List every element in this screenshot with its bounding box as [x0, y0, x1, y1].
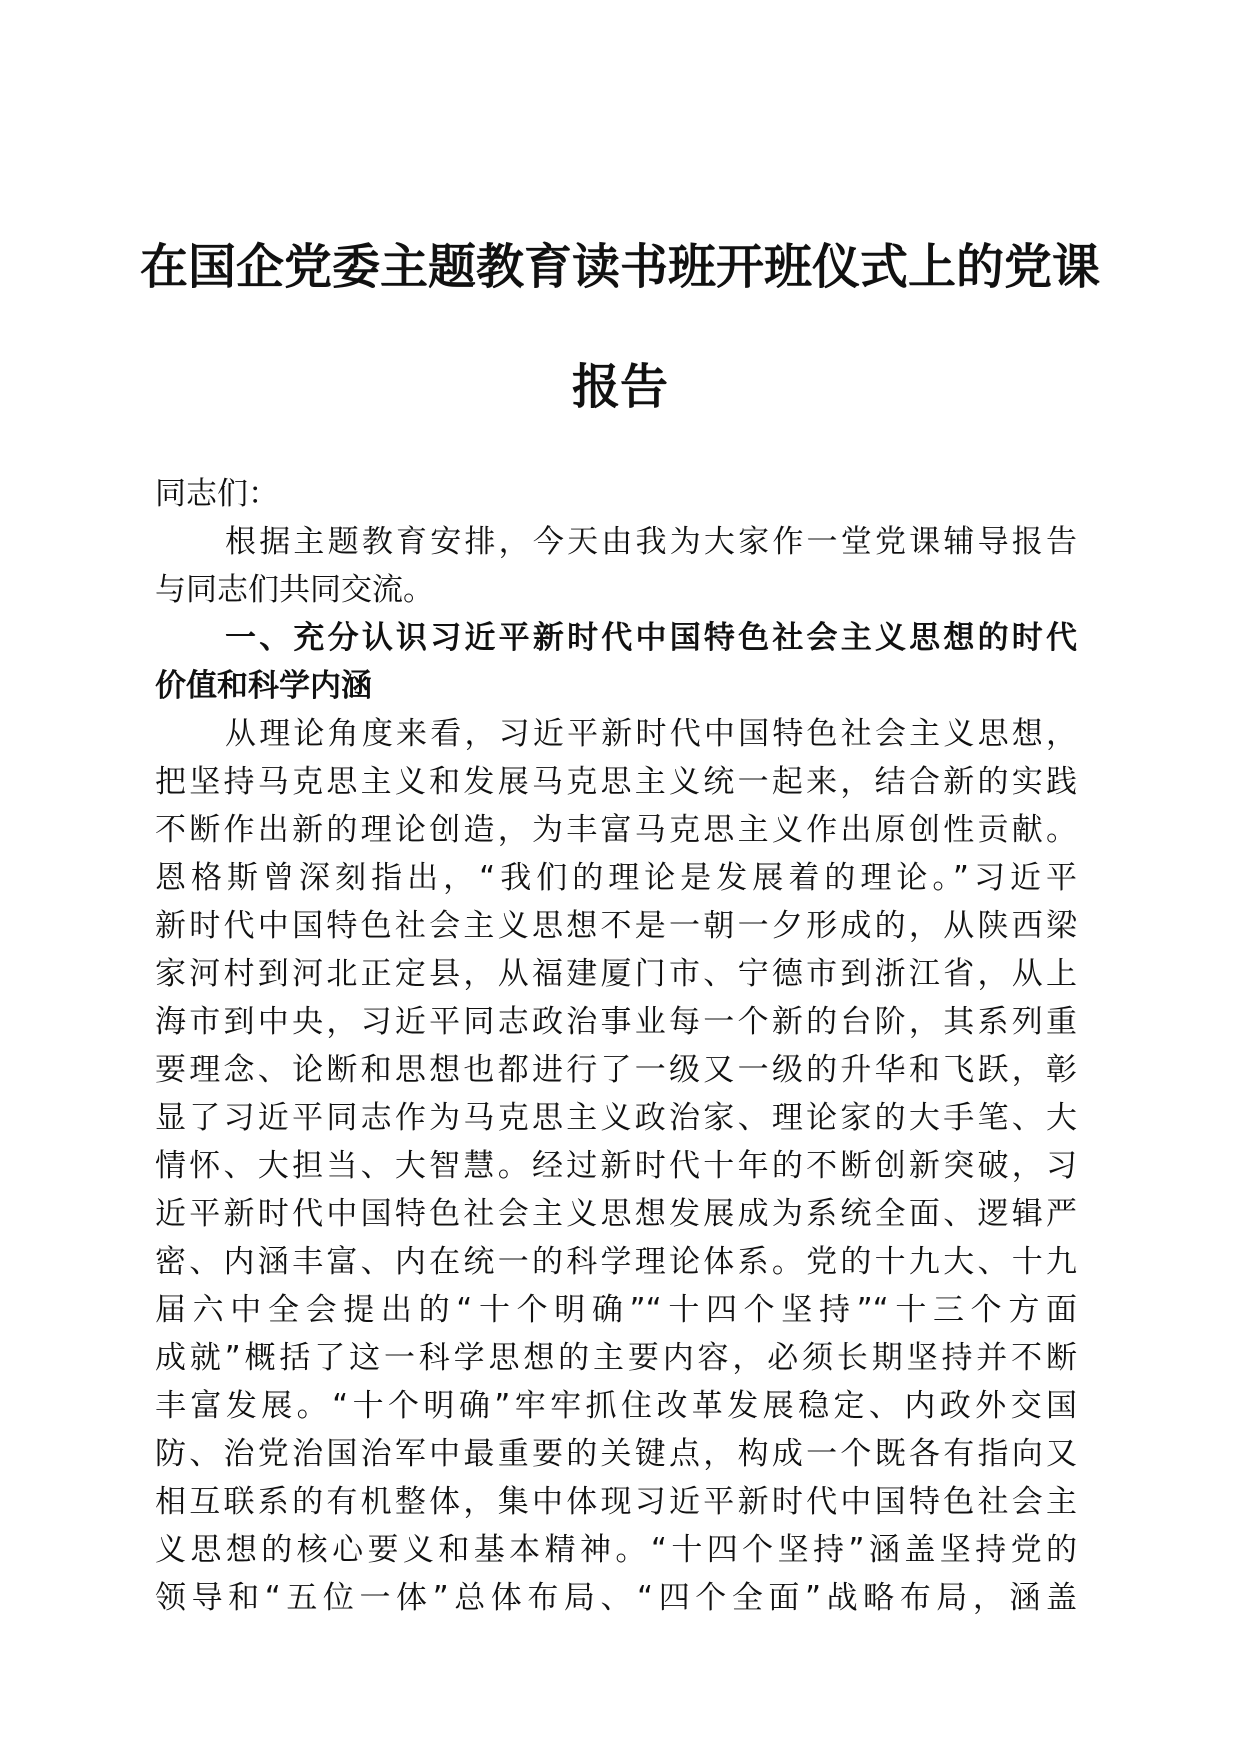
paragraph-line: 密、内涵丰富、内在统一的科学理论体系。党的十九大、十九 — [155, 1244, 1077, 1280]
section-heading-line: 价值和科学内涵 — [155, 668, 372, 704]
paragraph-line: 新时代中国特色社会主义思想不是一朝一夕形成的，从陕西梁 — [155, 908, 1077, 944]
paragraph-line: 要理念、论断和思想也都进行了一级又一级的升华和飞跃，彰 — [155, 1052, 1077, 1088]
paragraph-line: 情怀、大担当、大智慧。经过新时代十年的不断创新突破，习 — [155, 1148, 1077, 1184]
document-title-line-2: 报告 — [571, 359, 668, 415]
paragraph-line: 成就”概括了这一科学思想的主要内容，必须长期坚持并不断 — [155, 1340, 1077, 1376]
greeting: 同志们： — [155, 476, 279, 512]
paragraph-line: 防、治党治国治军中最重要的关键点，构成一个既各有指向又 — [155, 1436, 1077, 1472]
paragraph-line: 家河村到河北正定县，从福建厦门市、宁德市到浙江省，从上 — [155, 956, 1077, 992]
intro-line: 根据主题教育安排，今天由我为大家作一堂党课辅导报告 — [225, 524, 1077, 560]
paragraph-line: 海市到中央，习近平同志政治事业每一个新的台阶，其系列重 — [155, 1004, 1077, 1040]
paragraph-line: 从理论角度来看，习近平新时代中国特色社会主义思想， — [225, 716, 1077, 752]
paragraph-line: 恩格斯曾深刻指出，“我们的理论是发展着的理论。”习近平 — [155, 860, 1077, 896]
paragraph-line: 领导和“五位一体”总体布局、“四个全面”战略布局，涵盖 — [155, 1580, 1077, 1616]
paragraph-line: 丰富发展。“十个明确”牢牢抓住改革发展稳定、内政外交国 — [155, 1388, 1077, 1424]
section-heading-line: 一、充分认识习近平新时代中国特色社会主义思想的时代 — [225, 620, 1077, 656]
paragraph-line: 不断作出新的理论创造，为丰富马克思主义作出原创性贡献。 — [155, 812, 1077, 848]
document-title-line-1: 在国企党委主题教育读书班开班仪式上的党课 — [140, 239, 1101, 295]
paragraph-line: 相互联系的有机整体，集中体现习近平新时代中国特色社会主 — [155, 1484, 1077, 1520]
paragraph-line: 把坚持马克思主义和发展马克思主义统一起来，结合新的实践 — [155, 764, 1077, 800]
intro-line: 与同志们共同交流。 — [155, 572, 434, 608]
paragraph-line: 届六中全会提出的“十个明确”“十四个坚持”“十三个方面 — [155, 1292, 1077, 1328]
paragraph-line: 显了习近平同志作为马克思主义政治家、理论家的大手笔、大 — [155, 1100, 1077, 1136]
paragraph-line: 义思想的核心要义和基本精神。“十四个坚持”涵盖坚持党的 — [155, 1532, 1077, 1568]
paragraph-line: 近平新时代中国特色社会主义思想发展成为系统全面、逻辑严 — [155, 1196, 1077, 1232]
document-body — [155, 470, 1077, 1622]
